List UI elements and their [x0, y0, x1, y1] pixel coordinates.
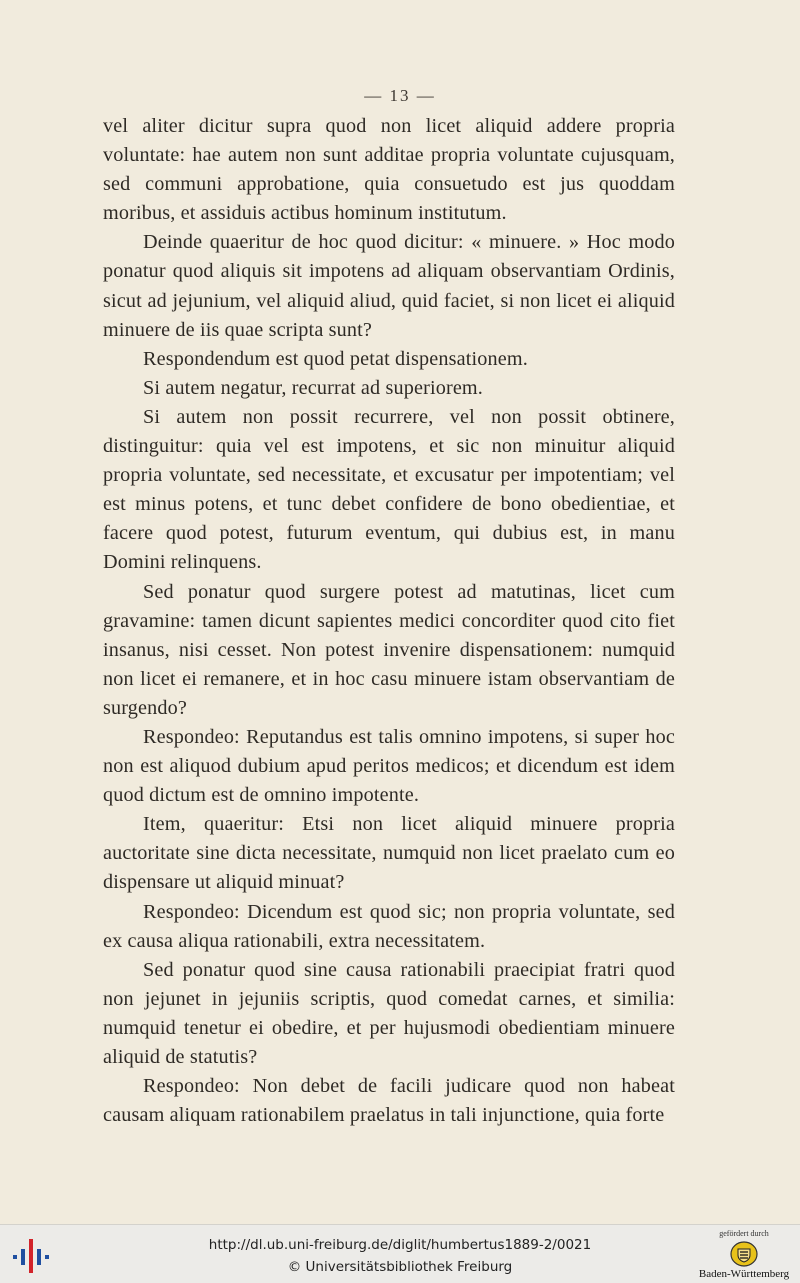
paragraph-8: Item, quaeritur: Etsi non licet aliquid minuere propria auctoritate sine dicta necessitate, numquid non licet praelato cum eo dispensare ut aliquid minuat?: [103, 813, 675, 894]
paragraph-3: Respondendum est quod petat dispensationem.: [143, 347, 528, 370]
funder-bottom-text: Baden-Württemberg: [698, 1268, 790, 1280]
footer-copyright: © Universitätsbibliothek Freiburg: [287, 1259, 513, 1275]
paragraph-7: Respondeo: Reputandus est talis omnino impotens, si super hoc non est aliquod dubium apud peritos medicos; et dicendum est idem quod dictum est de omnino impotente.: [103, 725, 675, 807]
body-text: [103, 112, 675, 1130]
paragraph-6: Sed ponatur quod surgere potest ad matutinas, licet cum gravamine: tamen dicunt sapientes medici concorditer quod cito fiet insanus, nisi cesset. Non potest invenire dispensationem: numquid non licet ei remanere, et in hoc casu minuere istam observantiam de surgendo?: [103, 580, 675, 719]
funder-badge: [692, 1229, 796, 1281]
paragraph-11: Respondeo: Non debet de facili judicare quod non habeat causam aliquam rationabilem praelatus in tali injunctione, quia forte: [103, 1075, 675, 1127]
paragraph-10: Sed ponatur quod sine causa rationabili praecipiat fratri quod non jejunet in jejuniis scriptis, quod comedat carnes, et similia: numquid tenetur ei obedire, et per hujusmodi obedientiam minuere aliquid de statutis?: [103, 958, 675, 1068]
paragraph-1: vel aliter dicitur supra quod non licet aliquid addere propria voluntate: hae autem non sunt additae propria voluntate cujusquam, sed communi approbatione, quia consuetudo est jus quoddam moribus, et assiduis actibus hominum institutum.: [103, 115, 675, 225]
paragraph-5: Si autem non possit recurrere, vel non possit obtinere, distinguitur: quia vel est impotens, et sic non minuitur aliquid propria voluntate, sed necessitate, et excusatur per impotentiam; vel est minus potens, et tunc debet confidere de bono obedientiae, et facere quod potest, futurum eventum, qui dubius est, in manu Domini relinquens.: [103, 405, 675, 574]
paragraph-9: Respondeo: Dicendum est quod sic; non propria voluntate, sed ex causa aliqua rationabili, extra necessitatem.: [103, 900, 675, 952]
footer-bar: [0, 1224, 800, 1283]
paragraph-4: Si autem negatur, recurrat ad superiorem.: [143, 376, 483, 399]
funder-top-text: gefördert durch: [719, 1229, 769, 1238]
paragraph-2: Deinde quaeritur de hoc quod dicitur: « minuere. » Hoc modo ponatur quod aliquis sit impotens ad aliquam observantiam Ordinis, sicut ad jejunium, vel aliquid aliud, quid faciet, si non licet ei aliquid minuere de iis quae scripta sunt?: [103, 231, 675, 341]
page-number: — 13 —: [364, 86, 436, 105]
state-seal-icon: [730, 1240, 758, 1268]
footer-url-link[interactable]: http://dl.ub.uni-freiburg.de/diglit/humbertus1889-2/0021: [208, 1237, 592, 1253]
